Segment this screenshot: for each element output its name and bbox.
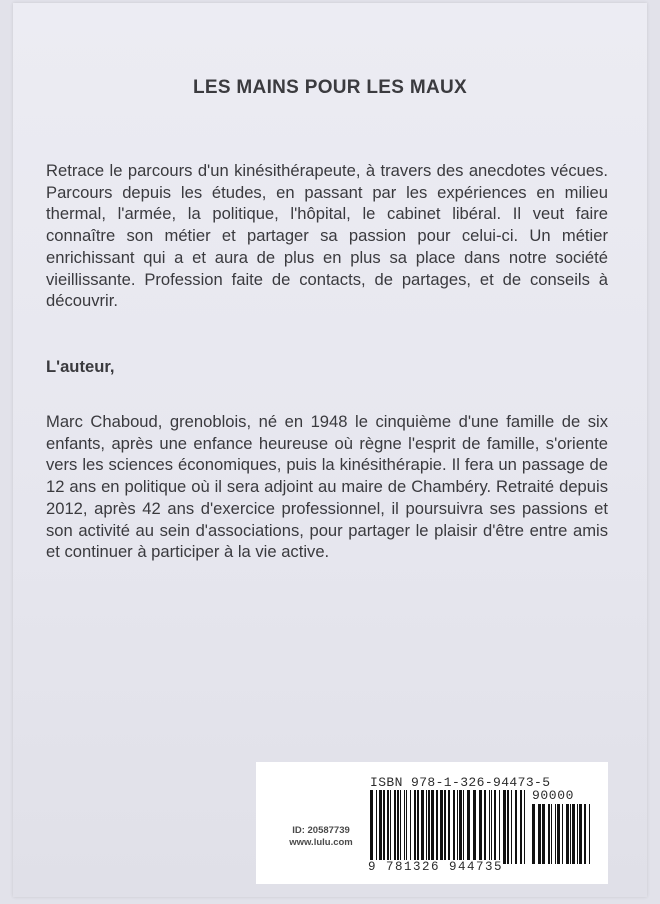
book-title: LES MAINS POUR LES MAUX xyxy=(193,77,467,98)
isbn-barcode-icon xyxy=(370,790,528,864)
lulu-site: www.lulu.com xyxy=(289,837,353,848)
isbn-label: ISBN 978-1-326-94473-5 xyxy=(370,775,551,790)
author-bio-paragraph: Marc Chaboud, grenoblois, né en 1948 le cinquième d'une famille de six enfants, après une enfance heureuse où règne l'esprit de famille, s'oriente vers les sciences économiques, puis la kinésithérapie. Il fera un passage de 12 ans en politique où il sera adjoint au maire de Chambéry. Retraité depuis 2012, après 42 ans d'exercice professionnel, il poursuivra ses passions et son activité au sein d'associations, pour partager le plaisir d'être entre amis et continuer à participer à la vie active. xyxy=(46,412,608,562)
barcode-panel xyxy=(256,762,608,884)
lulu-id-label xyxy=(281,825,361,849)
addon-barcode-icon xyxy=(532,804,590,864)
lulu-id: ID: 20587739 xyxy=(292,825,350,836)
barcode-digits: 9 781326 944735 xyxy=(368,860,504,874)
synopsis-paragraph: Retrace le parcours d'un kinésithérapeute, à travers des anecdotes vécues. Parcours depuis les études, en passant par les expériences en milieu thermal, l'armée, la politique, l'hôpital, le cabinet libéral. Il veut faire connaître son métier et partager sa passion pour celui-ci. Un métier enrichissant qui a et aura de plus en plus sa place dans notre société vieillissante. Profession faite de contacts, de partages, et de conseils à découvrir. xyxy=(46,161,608,311)
author-heading: L'auteur, xyxy=(46,357,115,376)
price-code: 90000 xyxy=(532,788,575,803)
